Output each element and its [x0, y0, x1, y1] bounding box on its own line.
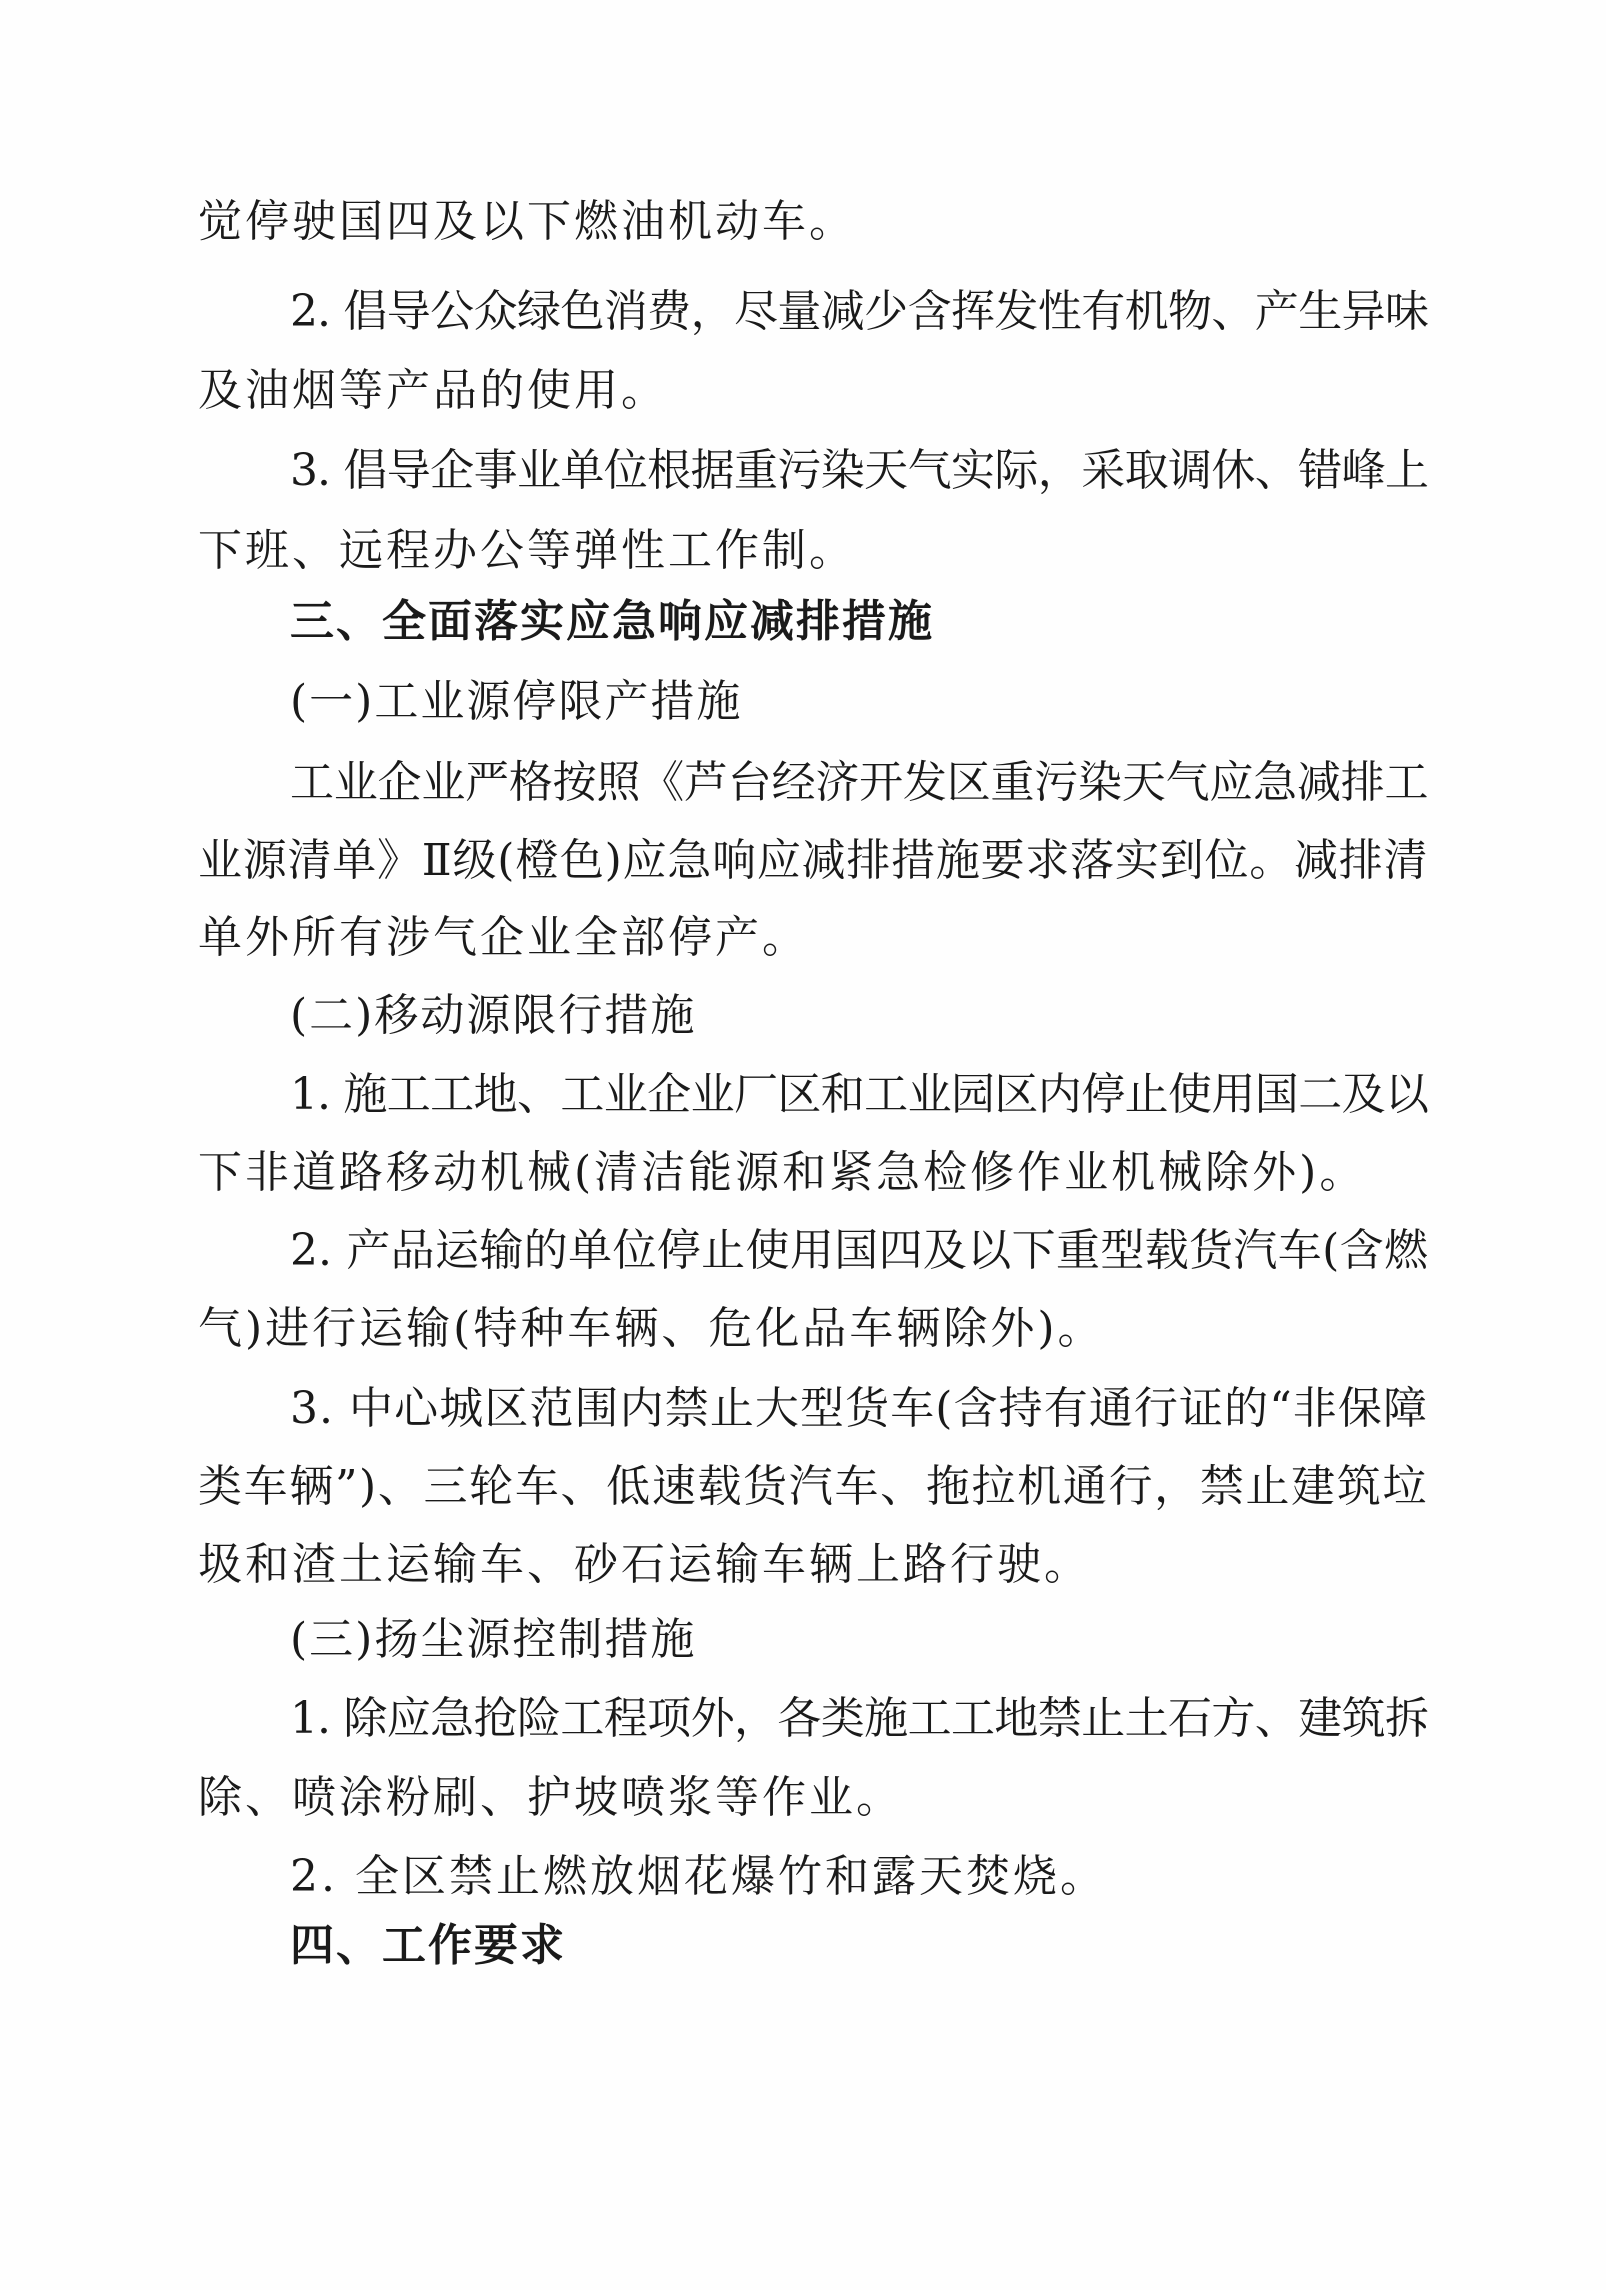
text-line: 3. 倡导企事业单位根据重污染天气实际，采取调休、错峰上 — [290, 445, 1428, 496]
text-line: 1. 除应急抢险工程项外，各类施工工地禁止土石方、建筑拆 — [290, 1693, 1428, 1744]
section-heading: 三、全面落实应急响应减排措施 — [290, 596, 934, 647]
text-line: 气)进行运输(特种车辆、危化品车辆除外)。 — [198, 1303, 1105, 1354]
text-line: 2. 产品运输的单位停止使用国四及以下重型载货汽车(含燃 — [290, 1225, 1428, 1276]
subsection-heading: (一)工业源停限产措施 — [290, 676, 743, 727]
text-line: 业源清单》Ⅱ级(橙色)应急响应减排措施要求落实到位。减排清 — [198, 835, 1428, 886]
text-line: 下班、远程办公等弹性工作制。 — [198, 525, 856, 576]
text-line: 类车辆”)、三轮车、低速载货汽车、拖拉机通行，禁止建筑垃 — [198, 1461, 1428, 1512]
text-line: 3. 中心城区范围内禁止大型货车(含持有通行证的“非保障 — [290, 1383, 1428, 1434]
text-line: 及油烟等产品的使用。 — [198, 365, 668, 416]
text-line: 觉停驶国四及以下燃油机动车。 — [198, 196, 856, 247]
text-line: 下非道路移动机械(清洁能源和紧急检修作业机械除外)。 — [198, 1147, 1367, 1198]
text-line: 单外所有涉气企业全部停产。 — [198, 912, 809, 963]
text-line: 圾和渣土运输车、砂石运输车辆上路行驶。 — [198, 1539, 1091, 1590]
text-line: 2. 全区禁止燃放烟花爆竹和露天焚烧。 — [290, 1851, 1107, 1902]
text-line: 除、喷涂粉刷、护坡喷浆等作业。 — [198, 1772, 903, 1823]
section-heading: 四、工作要求 — [290, 1920, 566, 1971]
text-line: 工业企业严格按照《芦台经济开发区重污染天气应急减排工 — [290, 757, 1428, 808]
subsection-heading: (三)扬尘源控制措施 — [290, 1614, 697, 1665]
subsection-heading: (二)移动源限行措施 — [290, 990, 697, 1041]
text-line: 2. 倡导公众绿色消费，尽量减少含挥发性有机物、产生异味 — [290, 286, 1428, 337]
text-line: 1. 施工工地、工业企业厂区和工业园区内停止使用国二及以 — [290, 1069, 1428, 1120]
